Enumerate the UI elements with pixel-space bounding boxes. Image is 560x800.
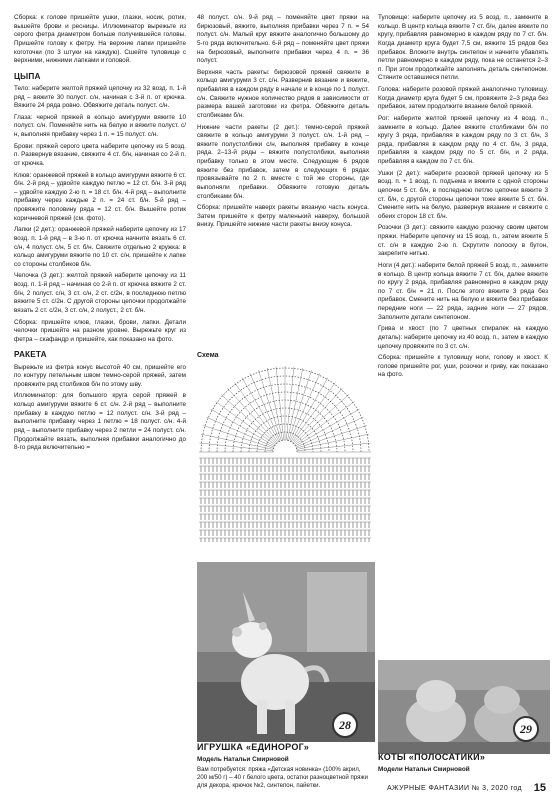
- mane-instructions: Грива и хвост (по 7 цветных спиралек на каждую деталь): наберите цепочку из 40 возд. п., затем в каждую цепочку провяжите по 3 ст. с/н.: [378, 325, 548, 350]
- section-heading-rocket: РАКЕТА: [14, 350, 47, 360]
- ears-instructions: Ушки (2 дет.): наберите розовой пряжей цепочку из 5 возд. п. + 1 возд. п. подъема и вяжите с одной стороны цепочки 5 ст. б/н, в последнюю петлю цепочки вяжите 3 ст. б/н, с другой стороны цепочки тоже вяжите 5 ст. б/н. Смените нить на белую, развернув вязание и свяжите с обеих сторон 18 ст. б/н.: [378, 169, 548, 220]
- bang-instructions: Челочка (3 дет.): желтой пряжей наберите цепочку из 11 возд. п. 1-й ряд – начиная со 2-й п. от крючка вяжите 2 ст. б/н, 2 полуст. с/н, 3 ст. с/н, 2 ст. с/2н, в последнюю петлю вяжите 5 ст. с/2н. С другой стороны цепочки продолжайте вязать 2 ст. с/2н, 3 ст. с/н, 2 полуст., 2 ст. б/н.: [14, 272, 186, 314]
- page-footer: [0, 779, 560, 800]
- torso-instructions: Туловище: наберите цепочку из 5 возд. п., замкните в кольцо. В центр кольца вяжите 7 ст. б/н, далее вяжите по кругу, прибавляя равномерно в каждом ряду по 7 ст. б/н. Когда диаметр круга будет 7,5 см, вяжите 15 рядов без прибавок. Вложите внутрь синтепон и начните убавлять петли равномерно в каждом ряду, пока не останется 2–3 п. При этом продолжайте заполнять деталь синтепоном. Стяните оставшиеся петли.: [378, 14, 548, 82]
- column-right: [378, 14, 548, 383]
- column-middle: [197, 14, 369, 233]
- unicorn-assembly: Сборка: пришейте к туловищу ноги, голову и хвост. К голове пришейте рог, уши, розочки и гриву, как показано на фото.: [378, 354, 548, 379]
- column-left: [14, 14, 186, 456]
- body-instructions: Тело: наберите желтой пряжей цепочку из 32 возд. п. 1-й ряд – вяжите 30 полуст. с/н, начиная с 3-й п. от крючка. Вяжите 24 ряда ровно. Обвяжите деталь полуст. с/н.: [14, 84, 186, 110]
- page-badge-29: 29: [513, 716, 539, 742]
- head-instructions: Голова: наберите розовой пряжей аналогично туловищу. Когда диаметр круга будет 5 см, провяжите 2–3 ряда без прибавок, затем продолжите вязание белой пряжей.: [378, 86, 548, 111]
- rocket-top-instructions: Верхняя часть ракеты: бирюзовой пряжей свяжите в кольцо амигуруми 3 ст. с/н. Развернив вязание и вяжите, прибавляя в каждом ряду в начале и в конце по 1 полуст. с/н. Свяжите нужное количество рядов в зависимости от размера вашей заготовки из фетра. Обвяжите деталь столбиками б/н.: [197, 68, 369, 119]
- assembly-instructions: Сборка: пришейте клюв, глазки, брови, лапки. Детали челочки пришейте на разном уровне. Вырежьте круг из фетра – скафандр и пришейте, как показано на фото.: [14, 318, 186, 343]
- unicorn-author: Модель Натальи Смирновой: [197, 756, 289, 763]
- legs-instructions: Ноги (4 дет.): наберите белой пряжей 5 возд. п., замкните в кольцо. В центр кольца вяжите 7 ст. б/н, далее вяжите по кругу 2 ряда, прибавляя равномерно в каждом ряду по 7 ст. б/н = 21 п. После этого вяжите 3 ряда без прибавок. Смените нить на белую и вяжите без прибавок передние ноги — 22 ряда, задние ноги — 27 рядов. Заполните детали синтепоном.: [378, 261, 548, 321]
- cats-author: Модели Натальи Смирновой: [378, 766, 470, 773]
- rocket-instructions: Вырежьте из фетра конус высотой 40 см, пришейте его по контуру петельным швом темно-серой пряжей, затем провяжите ряд столбиков б/н по этому шву.: [14, 363, 186, 388]
- magazine-issue: АЖУРНЫЕ ФАНТАЗИИ № 3, 2020 год: [386, 785, 522, 792]
- section-heading-chick: ЦЫПА: [14, 71, 41, 81]
- eyes-instructions: Глаза: черной пряжей в кольцо амигуруми вяжите 10 полуст. с/н. Поменяйте нить на белую и вяжите полуст. с/н, выполняя прибавку через 1 п. = 15 полуст. с/н.: [14, 113, 186, 139]
- horn-instructions: Рог: наберите желтой пряжей цепочку из 4 возд. п., замкните в кольцо. Далее вяжите столбиками б/н по кругу 3 ряда, прибавляя в каждом ряду по 3 ст. б/н, 3 ряда, прибавляя в каждом ряду по 4 ст. б/н, 3 ряда, прибавляя в каждом ряду по 5 ст. б/н, и 2 ряда, прибавляя в каждом по 7 ст. б/н.: [378, 114, 548, 165]
- assembly-intro: Сборка: к голове пришейте ушки, глазки, носик, ротик, вышейте брови и ресницы. Иллюминатор вырежьте из серого фетра диаметром больше получившейся головы. Пришейте голову к фетру. На верхние лапки пришейте коготочки (по 3 штуки на каждую). Сшейте туловище с верхними, нижними лапками и головой.: [14, 14, 186, 65]
- unicorn-title: ИГРУШКА «ЕДИНОРОГ»: [197, 742, 310, 752]
- paws-instructions: Лапки (2 дет.): оранжевой пряжей наберите цепочку из 17 возд. п. 1-й ряд – в 3-ю п. от крючка начните вязать 6 ст. с/н, 4 полуст. с/н, 5 ст. б/н. Свяжите отдельно 2 кружка: в кольцо амигуруми вяжите по 10 ст. с/н, пришейте к лапке со стороны столбиков б/н.: [14, 226, 186, 268]
- brows-instructions: Брови: пряжей серого цвета наберите цепочку из 5 возд. п. Развернув вязание, свяжите 4 ст. б/н, начиная со 2-й п. от крючка.: [14, 142, 186, 167]
- porthole-continued: 48 полуст. с/н. 9-й ряд – поменяйте цвет пряжи на бирюзовый, вяжите, выполняя прибавки через 7 п. = 54 полуст. с/н. Малый круг вяжите аналогично большому до 5-го ряда включительно. 6-й ряд – поменяйте цвет пряжи на бирюзовый, выполните прибавки через 4 п. = 36 полуст.: [197, 14, 369, 65]
- unicorn-materials: Вам потребуется: пряжа «Детская новинка» (100% акрил, 200 м/50 г) – 40 г белого цвета, остатки разноцветной пряжи для декора, крючок №2, синтепон, пайетки.: [197, 766, 368, 790]
- rocket-assembly: Сборка: пришейте наверх ракеты вязаную часть конуса. Затем пришейте к фетру маленький наверху, большой внизу. Пришейте нижние части ракеты внизу конуса.: [197, 204, 369, 229]
- page-badge-28: 28: [332, 712, 358, 738]
- rocket-bottom-instructions: Нижние части ракеты (2 дет.): темно-серой пряжей свяжите в кольцо амигуруми 3 полуст. с/н. 1-й ряд – вяжите полустолбики с/н, выполняя прибавку в конце ряда. 2–13-й ряды – вяжите полустолбики, выполняя прибавку только в этом месте. Следующие 6 рядов вяжите без прибавок, затем в следующих 6 рядах провязывайте по 2 п. вместе с той же стороны, где выполняли прибавки. Обвяжите готовую деталь столбиками б/н.: [197, 123, 369, 200]
- page-number: 15: [533, 782, 546, 794]
- diagram-label: Схема: [197, 352, 219, 359]
- cats-title: КОТЫ «ПОЛОСАТИКИ»: [378, 752, 486, 762]
- beak-instructions: Клюв: оранжевой пряжей в кольцо амигуруми вяжите 6 ст. б/н. 2-й ряд – удвойте каждую петлю = 12 ст. б/н. 3-й ряд – удвойте каждую 2-ю п. = 18 ст. б/н. 4-й ряд – выполните прибавку через каждые 2 п. = 24 ст. б/н. 5-й ряд – провяжите половину ряда = 12 ст. б/н. Вышейте ротик коричневой пряжей (см. фото).: [14, 171, 186, 222]
- roses-instructions: Розочки (3 дет.): свяжите каждую розочку своим цветом пряжи. Наберите цепочку из 15 возд. п., затем вяжите 5 ст. с/н в каждую 2-ю п. Скрутите полоску в бутон, закрепите нитью.: [378, 224, 548, 258]
- crochet-diagram: [197, 360, 373, 542]
- porthole-instructions: Иллюминатор: для большого круга серой пряжей в кольцо амигуруми вяжите 6 ст. с/н. 2-й ряд – выполните прибавку в каждую петлю = 12 полуст. с/н. 3-й ряд – выполните прибавку через 1 петлю = 18 полуст. с/н. 4-й ряд – выполните прибавку через 2 петли = 24 полуст. с/н. Продолжайте вязать, выполняя прибавки аналогично до 8-го ряда включительно =: [14, 392, 186, 452]
